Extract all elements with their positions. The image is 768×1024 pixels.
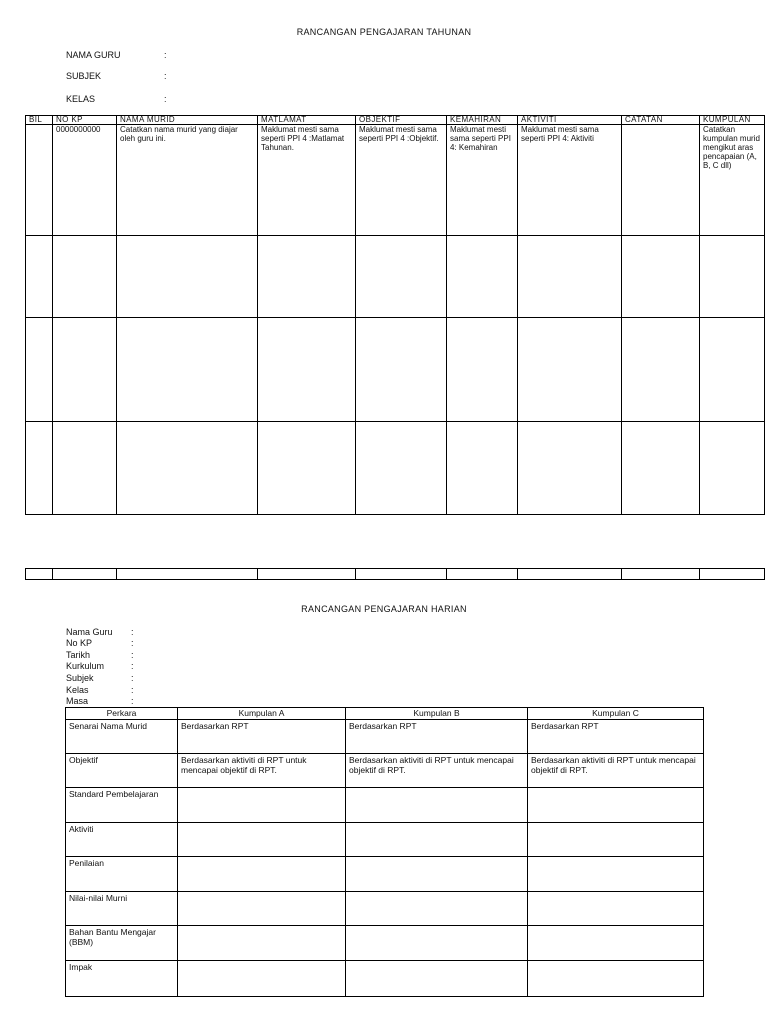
rph-title: RANCANGAN PENGAJARAN HARIAN <box>301 604 467 614</box>
rph-header-perkara: Perkara <box>66 708 178 720</box>
rpt-cell[interactable] <box>117 569 258 580</box>
rpt-cell[interactable] <box>26 236 53 318</box>
rpt-cell[interactable] <box>356 422 447 515</box>
rpt-cell-aktiviti[interactable]: Maklumat mesti sama seperti PPI 4: Aktiviti <box>518 125 622 236</box>
rpt-cell[interactable] <box>117 318 258 422</box>
rpt-title: RANCANGAN PENGAJARAN TAHUNAN <box>296 27 472 37</box>
rpt-info-colon: : <box>164 50 167 60</box>
rph-cell-kumpulan-a[interactable] <box>178 961 346 997</box>
rph-cell-kumpulan-b[interactable] <box>346 926 528 961</box>
rph-cell-kumpulan-b[interactable] <box>346 857 528 892</box>
rpt-cell[interactable] <box>356 569 447 580</box>
rph-info-colon: : <box>131 638 134 648</box>
rpt-cell-no-kp[interactable]: 0000000000 <box>53 125 117 236</box>
rpt-cell[interactable] <box>117 236 258 318</box>
table-row <box>26 569 765 580</box>
rpt-cell[interactable] <box>53 422 117 515</box>
rph-cell-kumpulan-c[interactable] <box>528 892 704 926</box>
rpt-cell-nama-murid[interactable]: Catatkan nama murid yang diajar oleh guru ini. <box>117 125 258 236</box>
table-row <box>26 236 765 318</box>
rph-cell-kumpulan-a[interactable] <box>178 926 346 961</box>
rpt-cell[interactable] <box>447 236 518 318</box>
table-row <box>66 788 704 823</box>
rpt-cell-kemahiran[interactable]: Maklumat mesti sama seperti PPI 4: Kemahiran <box>447 125 518 236</box>
rph-header-row <box>66 708 704 720</box>
rpt-info-label-subjek: SUBJEK <box>66 71 102 81</box>
rpt-info-label-nama-guru: NAMA GURU <box>66 50 121 60</box>
rph-cell-kumpulan-c[interactable]: Berdasarkan aktiviti di RPT untuk mencapai objektif di RPT. <box>528 754 704 788</box>
rph-info-label-no-kp: No KP <box>66 638 93 648</box>
rpt-continuation-table <box>25 568 765 580</box>
rpt-cell[interactable] <box>356 236 447 318</box>
table-row <box>26 422 765 515</box>
rpt-cell[interactable] <box>26 318 53 422</box>
rph-cell-perkara: Objektif <box>66 754 178 788</box>
rph-cell-kumpulan-a[interactable] <box>178 892 346 926</box>
rph-header-kumpulan-c: Kumpulan C <box>528 708 704 720</box>
rpt-cell-kumpulan[interactable]: Catatkan kumpulan murid mengikut aras pencapaian (A, B, C dll) <box>700 125 765 236</box>
rpt-header-kemahiran: KEMAHIRAN <box>447 116 518 125</box>
rpt-cell[interactable] <box>622 236 700 318</box>
rph-table <box>65 707 704 997</box>
rpt-cell[interactable] <box>258 236 356 318</box>
rpt-cell[interactable] <box>53 236 117 318</box>
rpt-cell[interactable] <box>518 318 622 422</box>
rpt-info-colon: : <box>164 94 167 104</box>
rph-cell-kumpulan-b[interactable]: Berdasarkan aktiviti di RPT untuk mencapai objektif di RPT. <box>346 754 528 788</box>
rph-info-colon: : <box>131 650 134 660</box>
rph-cell-kumpulan-a[interactable]: Berdasarkan aktiviti di RPT untuk mencapai objektif di RPT. <box>178 754 346 788</box>
rpt-cell[interactable] <box>117 422 258 515</box>
rpt-header-kumpulan: KUMPULAN <box>700 116 765 125</box>
rpt-header-catatan: CATATAN <box>622 116 700 125</box>
table-row <box>66 823 704 857</box>
table-row <box>66 754 704 788</box>
rph-header-kumpulan-a: Kumpulan A <box>178 708 346 720</box>
rpt-cell[interactable] <box>700 236 765 318</box>
rpt-header-objektif: OBJEKTIF <box>356 116 447 125</box>
rpt-cell[interactable] <box>518 569 622 580</box>
rpt-cell[interactable] <box>258 569 356 580</box>
rpt-cell[interactable] <box>700 422 765 515</box>
rpt-cell-bil[interactable] <box>26 125 53 236</box>
rpt-cell[interactable] <box>447 422 518 515</box>
rpt-header-bil: BIL <box>26 116 53 125</box>
rpt-cell[interactable] <box>258 422 356 515</box>
rpt-cell[interactable] <box>518 422 622 515</box>
rpt-cell[interactable] <box>258 318 356 422</box>
table-row <box>26 125 765 236</box>
rpt-cell[interactable] <box>622 569 700 580</box>
rph-info-colon: : <box>131 673 134 683</box>
rph-cell-kumpulan-c[interactable] <box>528 788 704 823</box>
rpt-cell[interactable] <box>53 569 117 580</box>
rph-cell-perkara: Penilaian <box>66 857 178 892</box>
rph-cell-kumpulan-c[interactable] <box>528 961 704 997</box>
rph-info-label-masa: Masa <box>66 696 89 706</box>
rph-info-label-subjek: Subjek <box>66 673 94 683</box>
rpt-cell[interactable] <box>622 318 700 422</box>
rpt-header-matlamat: MATLAMAT <box>258 116 356 125</box>
rph-cell-kumpulan-b[interactable]: Berdasarkan RPT <box>346 720 528 754</box>
rph-cell-kumpulan-b[interactable] <box>346 892 528 926</box>
rph-cell-kumpulan-c[interactable] <box>528 857 704 892</box>
table-row <box>66 892 704 926</box>
rpt-header-aktiviti: AKTIVITI <box>518 116 622 125</box>
rph-cell-kumpulan-c[interactable] <box>528 926 704 961</box>
rpt-info-label-kelas: KELAS <box>66 94 96 104</box>
rph-cell-kumpulan-b[interactable] <box>346 823 528 857</box>
rph-cell-kumpulan-b[interactable] <box>346 788 528 823</box>
rph-cell-perkara: Senarai Nama Murid <box>66 720 178 754</box>
rpt-cell[interactable] <box>26 569 53 580</box>
table-row <box>66 926 704 961</box>
rpt-cell[interactable] <box>447 569 518 580</box>
rpt-cell[interactable] <box>447 318 518 422</box>
rph-info-colon: : <box>131 627 134 637</box>
rph-header-kumpulan-b: Kumpulan B <box>346 708 528 720</box>
rph-cell-kumpulan-a[interactable] <box>178 788 346 823</box>
rpt-cell[interactable] <box>53 318 117 422</box>
rph-cell-perkara: Impak <box>66 961 178 997</box>
rpt-cell[interactable] <box>622 422 700 515</box>
rpt-cell[interactable] <box>518 236 622 318</box>
rph-cell-perkara: Aktiviti <box>66 823 178 857</box>
table-row <box>66 857 704 892</box>
rpt-info-colon: : <box>164 71 167 81</box>
rph-cell-perkara: Standard Pembelajaran <box>66 788 178 823</box>
rph-info-label-tarikh: Tarikh <box>66 650 91 660</box>
rph-info-colon: : <box>131 661 134 671</box>
rpt-cell-matlamat[interactable]: Maklumat mesti sama seperti PPI 4 :Matlamat Tahunan. <box>258 125 356 236</box>
rpt-cell-objektif[interactable]: Maklumat mesti sama seperti PPI 4 :Objektif. <box>356 125 447 236</box>
rpt-cell[interactable] <box>26 422 53 515</box>
rpt-cell-catatan[interactable] <box>622 125 700 236</box>
rpt-header-nama-murid: NAMA MURID <box>117 116 258 125</box>
rpt-header-no-kp: NO KP <box>53 116 117 125</box>
rpt-table <box>25 115 765 515</box>
table-row <box>26 318 765 422</box>
rph-info-label-nama-guru: Nama Guru <box>66 627 113 637</box>
rpt-cell[interactable] <box>700 569 765 580</box>
rph-cell-kumpulan-c[interactable] <box>528 823 704 857</box>
rph-cell-kumpulan-b[interactable] <box>346 961 528 997</box>
rpt-cell[interactable] <box>700 318 765 422</box>
rph-cell-perkara: Bahan Bantu Mengajar (BBM) <box>66 926 178 961</box>
table-row <box>66 720 704 754</box>
rpt-header-row <box>26 116 765 125</box>
rph-info-colon: : <box>131 696 134 706</box>
rph-info-colon: : <box>131 685 134 695</box>
table-row <box>66 961 704 997</box>
rph-cell-kumpulan-a[interactable] <box>178 857 346 892</box>
rph-cell-kumpulan-a[interactable]: Berdasarkan RPT <box>178 720 346 754</box>
rph-info-label-kurkulum: Kurkulum <box>66 661 105 671</box>
rph-cell-kumpulan-a[interactable] <box>178 823 346 857</box>
rph-cell-perkara: Nilai-nilai Murni <box>66 892 178 926</box>
rph-info-label-kelas: Kelas <box>66 685 89 695</box>
rpt-cell[interactable] <box>356 318 447 422</box>
rph-cell-kumpulan-c[interactable]: Berdasarkan RPT <box>528 720 704 754</box>
